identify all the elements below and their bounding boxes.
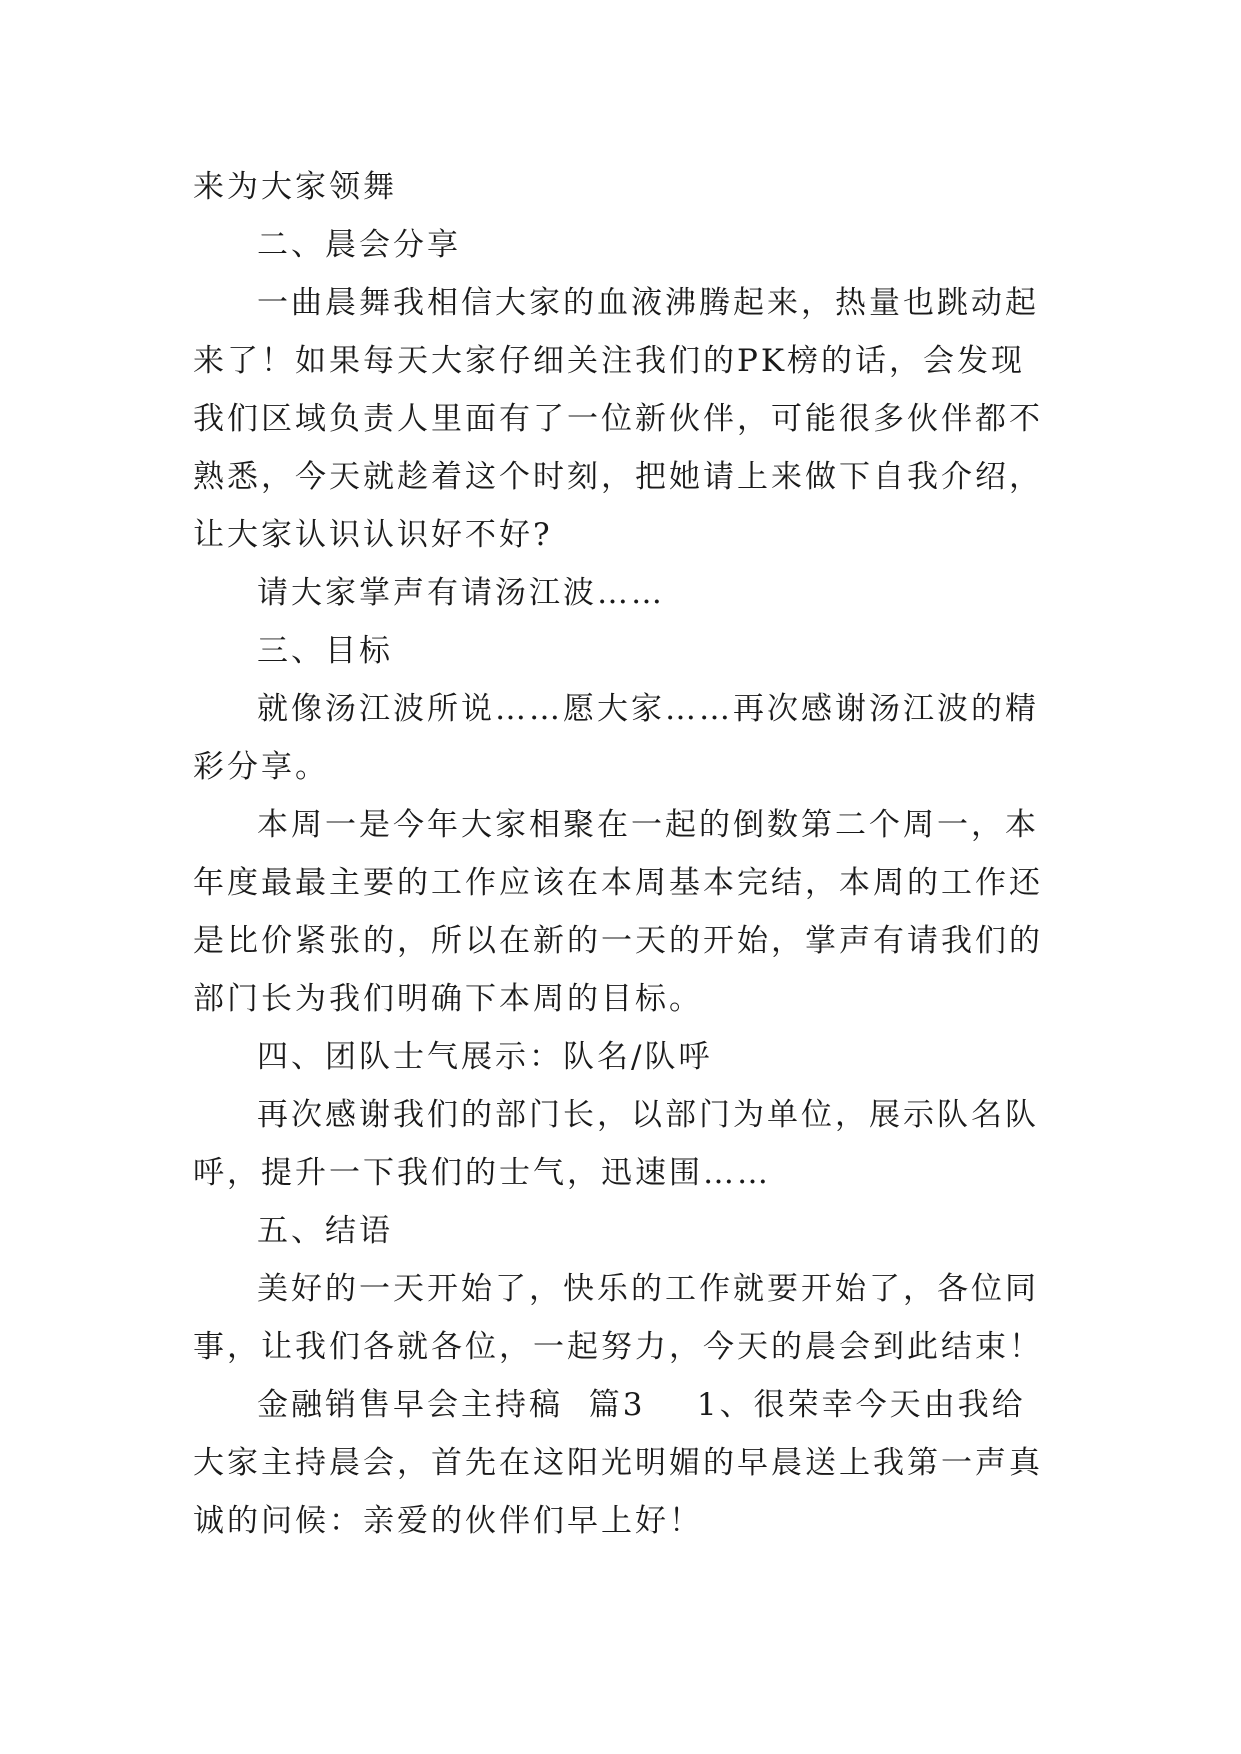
paragraph-6: 就像汤江波所说……愿大家……再次感谢汤江波的精彩分享。 bbox=[193, 691, 1039, 785]
paragraph-11: 美好的一天开始了，快乐的工作就要开始了，各位同事，让我们各就各位，一起努力，今天的晨会到此结束！ bbox=[193, 1271, 1043, 1365]
document-body bbox=[193, 158, 1053, 1550]
paragraph-4: 请大家掌声有请汤江波…… bbox=[257, 575, 665, 611]
paragraph-3: 一曲晨舞我相信大家的血液沸腾起来，热量也跳动起来了！如果每天大家仔细关注我们的PK榜的话，会发现我们区域负责人里面有了一位新伙伴，可能很多伙伴都不熟悉，今天就趁着这个时刻，把她请上来做下自我介绍，让大家认识认识好不好? bbox=[193, 285, 1043, 553]
paragraph-1: 来为大家领舞 bbox=[193, 169, 397, 205]
heading-closing: 五、结语 bbox=[257, 1213, 393, 1249]
paragraph-9: 再次感谢我们的部门长，以部门为单位，展示队名队呼，提升一下我们的士气，迅速围…… bbox=[193, 1097, 1039, 1191]
heading-team-morale: 四、团队士气展示：队名/队呼 bbox=[257, 1039, 713, 1075]
paragraph-7: 本周一是今年大家相聚在一起的倒数第二个周一，本年度最最主要的工作应该在本周基本完结，本周的工作还是比价紧张的，所以在新的一天的开始，掌声有请我们的部门长为我们明确下本周的目标。 bbox=[193, 807, 1043, 1017]
heading-goals: 三、目标 bbox=[257, 633, 393, 669]
heading-morning-share: 二、晨会分享 bbox=[257, 227, 461, 263]
paragraph-12: 金融销售早会主持稿 篇3 1、很荣幸今天由我给大家主持晨会，首先在这阳光明媚的早晨送上我第一声真诚的问候：亲爱的伙伴们早上好！ bbox=[193, 1387, 1043, 1539]
